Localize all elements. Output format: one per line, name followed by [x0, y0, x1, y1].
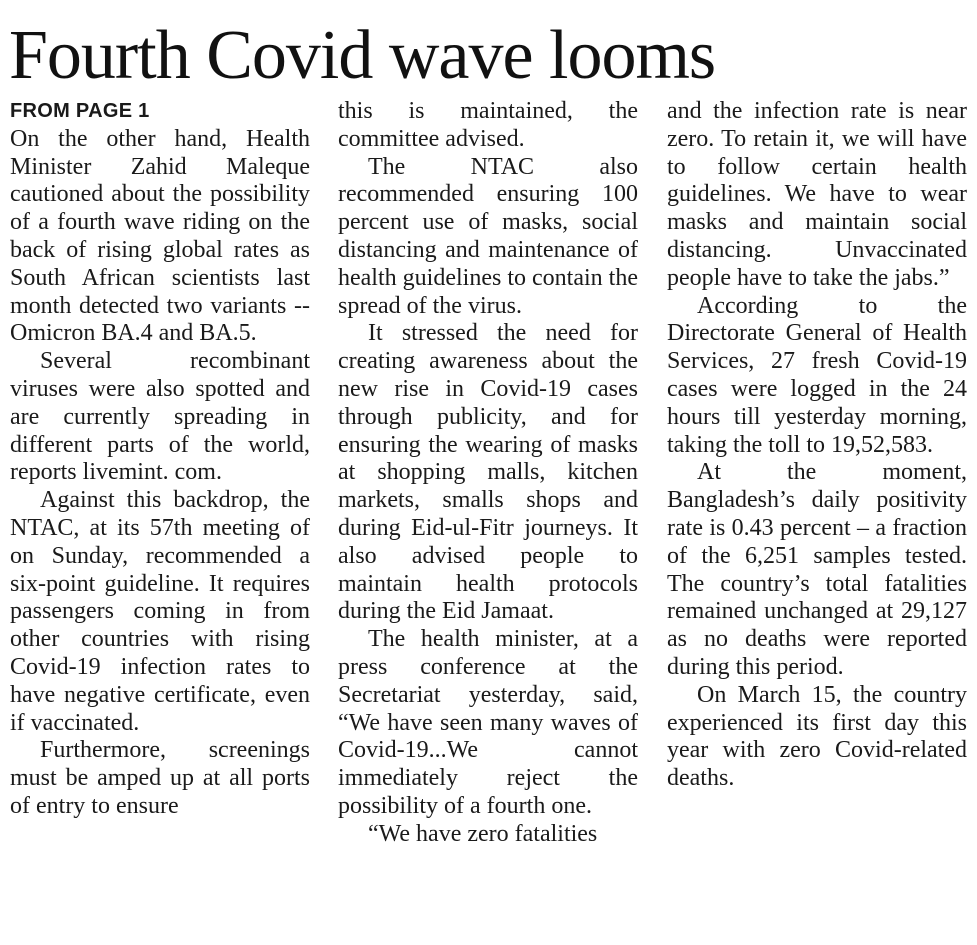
paragraph: and the infection rate is near zero. To retain it, we will have to follow certain health guidelines. We have to wear masks and maintain social distancing. Unvaccinated people have to take the jabs.”: [667, 98, 967, 291]
article-column-1: [10, 98, 310, 821]
paragraph: It stressed the need for creating awareness about the new rise in Covid-19 cases through publicity, and for ensuring the wearing of masks at shopping malls, kitchen markets, smalls shops and during Eid-ul-Fitr journeys. It also advised people to maintain health protocols during the Eid Jamaat.: [338, 320, 638, 625]
from-page-kicker: FROM PAGE 1: [10, 100, 150, 122]
paragraph: Furthermore, screenings must be amped up at all ports of entry to ensure: [10, 737, 310, 819]
article-column-3: [667, 98, 967, 793]
paragraph: On March 15, the country experienced its first day this year with zero Covid-related deaths.: [667, 681, 967, 792]
paragraph: On the other hand, Health Minister Zahid Maleque cautioned about the possibility of a fourth wave riding on the back of rising global rates as South African scientists last month detected two variants -- Omicron BA.4 and BA.5.: [10, 125, 310, 347]
paragraph: “We have zero fatalities: [368, 820, 598, 847]
paragraph: Against this backdrop, the NTAC, at its 57th meeting of on Sunday, recommended a six-point guideline. It requires passengers coming in from other countries with rising Covid-19 infection rates to have negative certificate, even if vaccinated.: [10, 487, 310, 736]
paragraph: The NTAC also recommended ensuring 100 percent use of masks, social distancing and maintenance of health guidelines to contain the spread of the virus.: [338, 153, 638, 319]
article-column-2: [338, 98, 638, 849]
headline: Fourth Covid wave looms: [9, 17, 716, 94]
paragraph: this is maintained, the committee advised.: [338, 98, 638, 152]
paragraph: The health minister, at a press conference at the Secretariat yesterday, said, “We have seen many waves of Covid-19...We cannot immediately reject the possibility of a fourth one.: [338, 626, 638, 819]
paragraph: At the moment, Bangladesh’s daily positivity rate is 0.43 percent – a fraction of the 6,251 samples tested. The country’s total fatalities remained unchanged at 29,127 as no deaths were reported during this period.: [667, 459, 967, 680]
paragraph: According to the Directorate General of Health Services, 27 fresh Covid-19 cases were logged in the 24 hours till yesterday morning, taking the toll to 19,52,583.: [667, 292, 967, 458]
paragraph: Several recombinant viruses were also spotted and are currently spreading in different parts of the world, reports livemint. com.: [10, 348, 310, 486]
